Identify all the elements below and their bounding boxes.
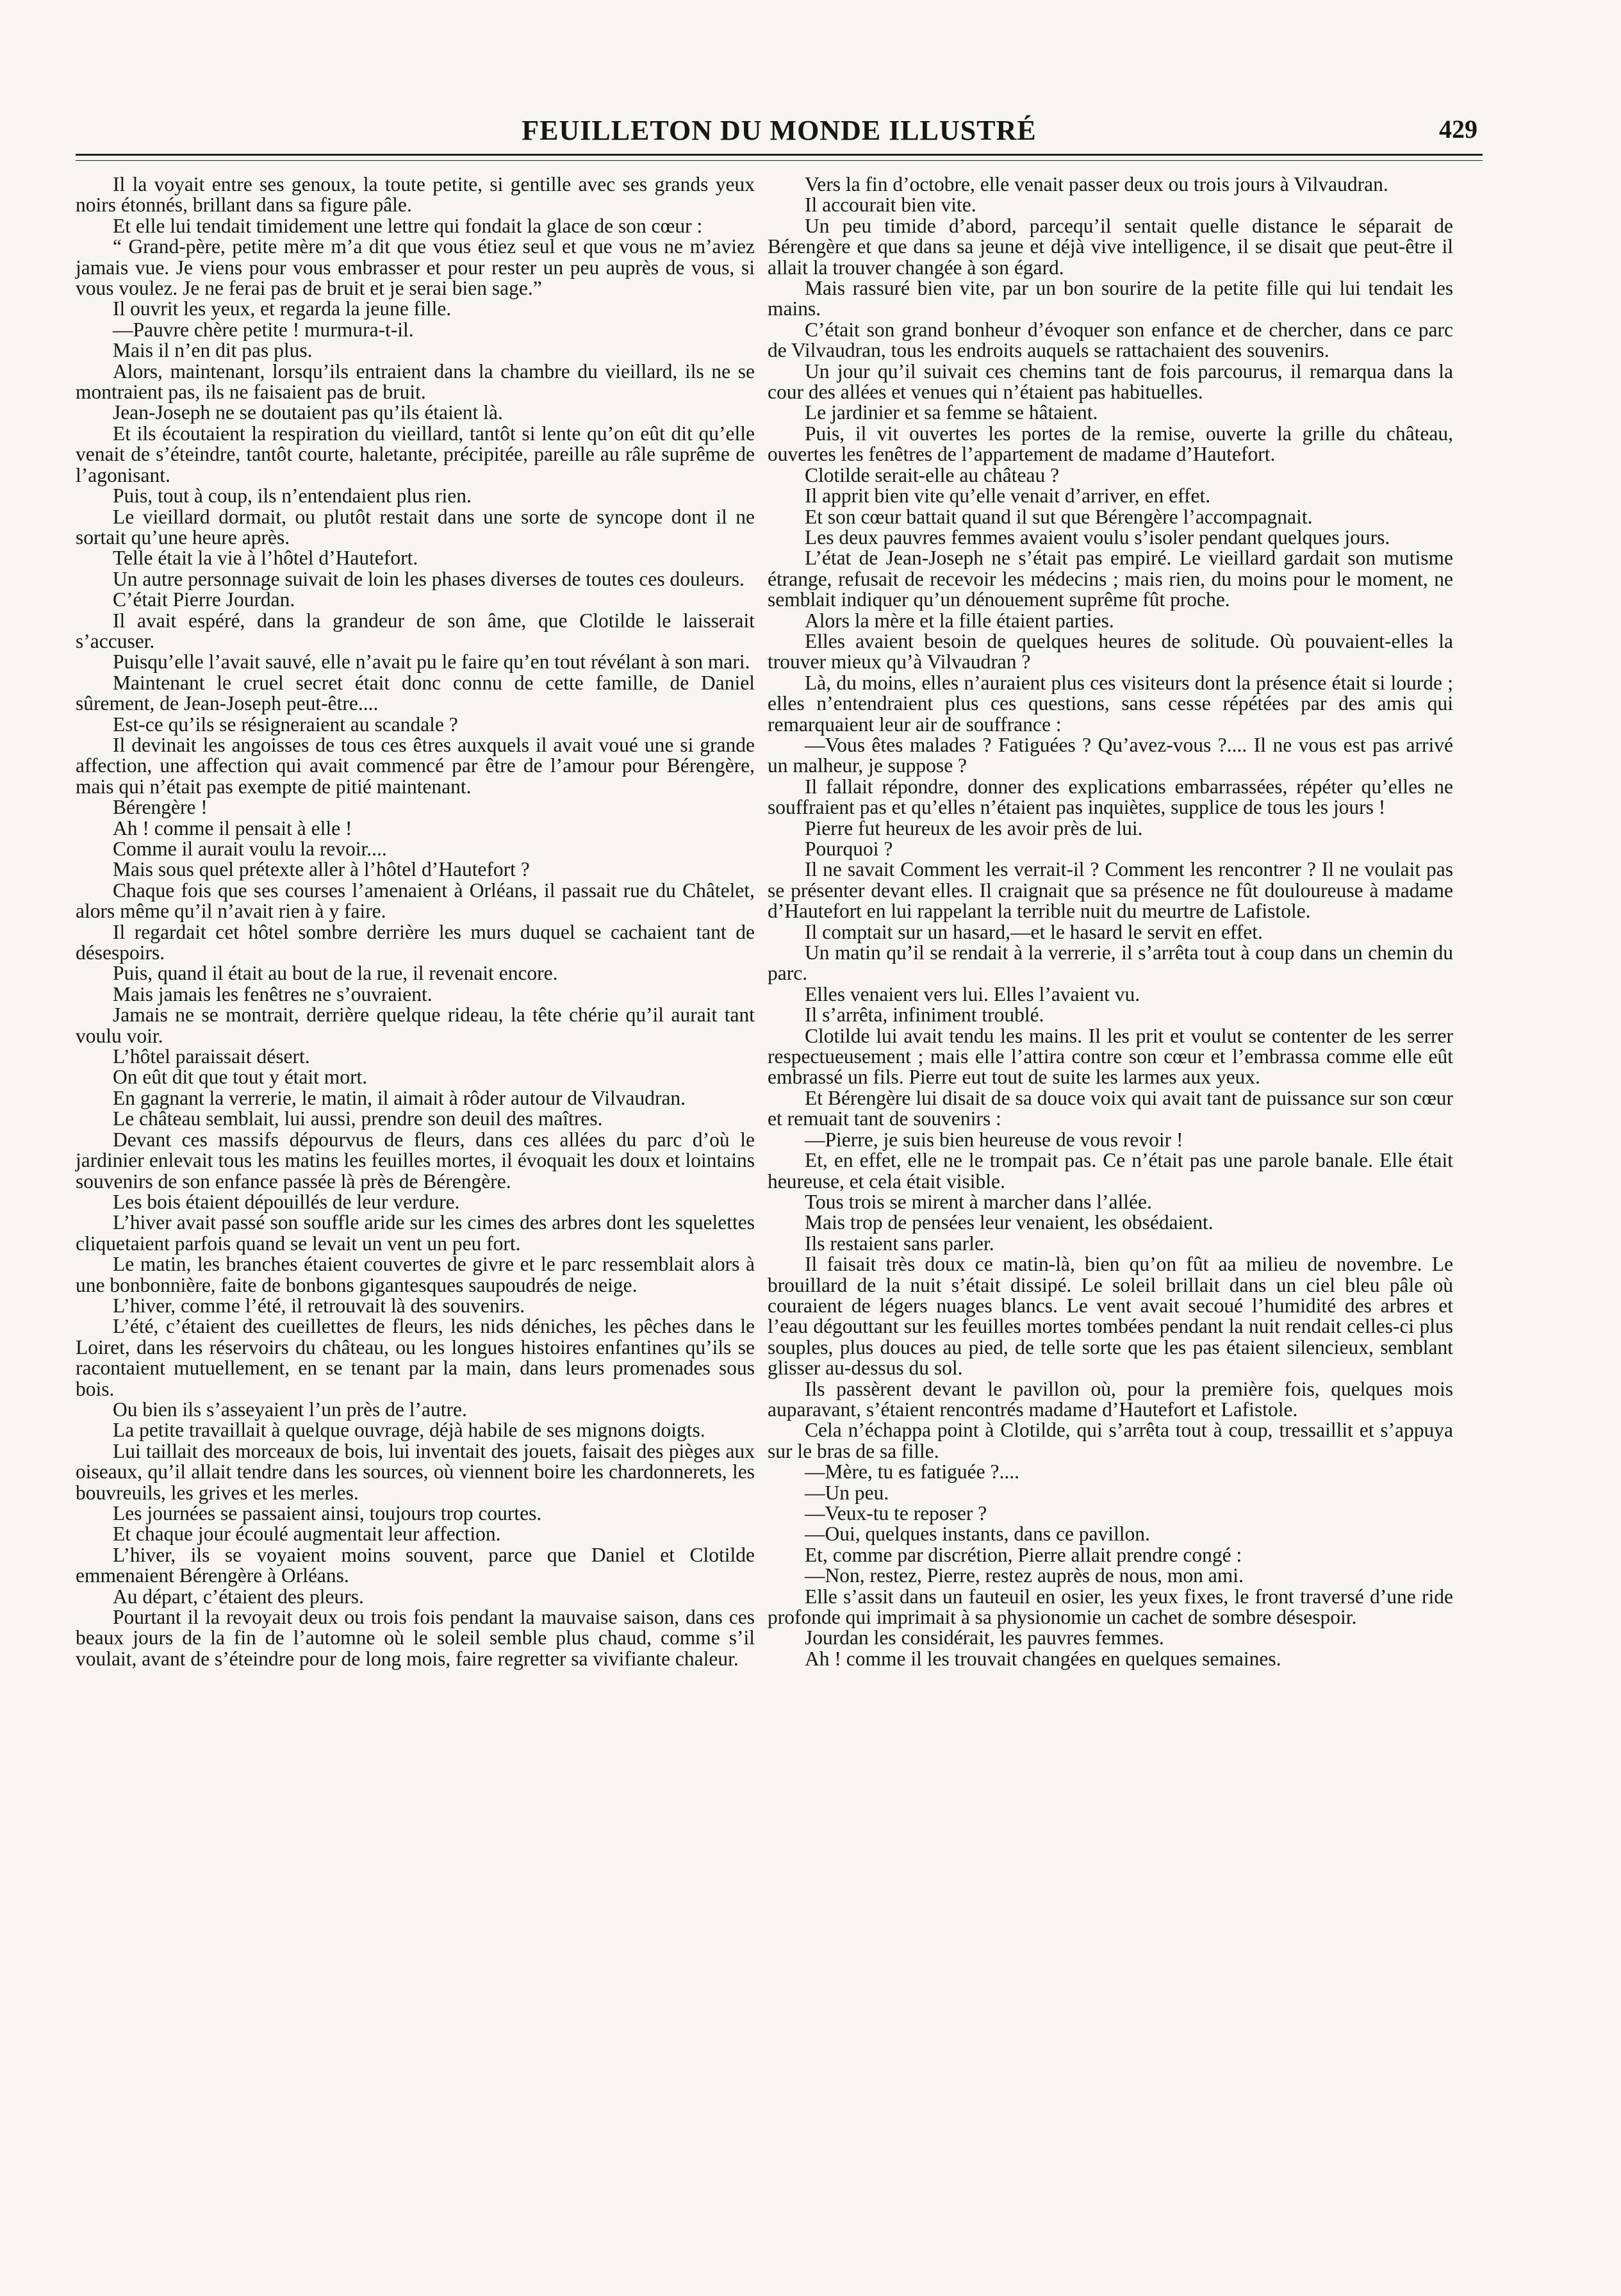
paragraph: Jean-Joseph ne se doutaient pas qu’ils étaient là. — [113, 401, 503, 424]
paragraph: Elles venaient vers lui. Elles l’avaient vu. — [805, 982, 1140, 1005]
paragraph: Mais trop de pensées leur venaient, les obsédaient. — [805, 1211, 1214, 1234]
paragraph: Puis, quand il était au bout de la rue, il revenait encore. — [113, 962, 558, 985]
paragraph: Pourquoi ? — [805, 838, 893, 860]
paragraph: Et elle lui tendait timidement une lettre qui fondait la glace de son cœur : — [113, 214, 703, 237]
paragraph: Il ne savait Comment les verrait-il ? Comment les rencontrer ? Il ne voulait pas se présenter devant elles. Il craignait que sa présence ne fût douloureuse à madame d’Hautefort en lui rappelant la terrible nuit du meurtre de Lafistole. — [768, 858, 1453, 923]
header-rule-thin — [76, 160, 1483, 161]
paragraph: —Un peu. — [805, 1481, 889, 1504]
paragraph: Un peu timide d’abord, parcequ’il sentait quelle distance le séparait de Bérengère et que dans sa jeune et déjà vive intelligence, il se disait que peut-être il allait la trouver changée à son égard. — [768, 214, 1453, 279]
paragraph: Ah ! comme il les trouvait changées en quelques semaines. — [805, 1647, 1281, 1670]
paragraph: Et son cœur battait quand il sut que Bérengère l’accompagnait. — [805, 505, 1313, 528]
paragraph: Il comptait sur un hasard,—et le hasard le servit en effet. — [805, 920, 1263, 943]
paragraph: —Veux-tu te reposer ? — [805, 1502, 987, 1524]
paragraph: En gagnant la verrerie, le matin, il aimait à rôder autour de Vilvaudran. — [113, 1086, 686, 1109]
paragraph: L’été, c’étaient des cueillettes de fleurs, les nids déniches, les pêches dans le Loiret, dans les réservoirs du château, ou les longues histoires enfantines qu’ils se racontaient mutuellement, en se tenant par la main, dans leurs promenades sous bois. — [76, 1315, 755, 1400]
paragraph: Tous trois se mirent à marcher dans l’allée. — [805, 1190, 1152, 1213]
paragraph: Il fallait répondre, donner des explications embarrassées, répéter qu’elles ne souffraient pas et qu’elles n’étaient pas inquiètes, supplice de tous les jours ! — [768, 775, 1453, 819]
paragraph: L’hôtel paraissait désert. — [113, 1045, 310, 1068]
paragraph: Pourtant il la revoyait deux ou trois fois pendant la mauvaise saison, dans ces beaux jours de la fin de l’automne où le soleil semble plus chaud, comme s’il voulait, avant de s’éteindre pour de long mois, faire regretter sa vivifiante chaleur. — [76, 1606, 755, 1670]
paragraph: Est-ce qu’ils se résigneraient au scandale ? — [113, 713, 458, 736]
paragraph: Il accourait bien vite. — [805, 194, 976, 217]
paragraph: Ah ! comme il pensait à elle ! — [113, 816, 352, 839]
page-number: 429 — [1439, 115, 1477, 144]
page-header — [76, 114, 1483, 159]
paragraph: Il s’arrêta, infiniment troublé. — [805, 1003, 1044, 1027]
paragraph: C’était son grand bonheur d’évoquer son enfance et de chercher, dans ce parc de Vilvaudran, tous les endroits auquels se rattachaient des souvenirs. — [768, 318, 1453, 362]
paragraph: L’hiver, ils se voyaient moins souvent, parce que Daniel et Clotilde emmenaient Bérengère à Orléans. — [76, 1543, 755, 1587]
paragraph: Clotilde serait-elle au château ? — [805, 463, 1060, 486]
paragraph: L’hiver avait passé son souffle aride sur les cimes des arbres dont les squelettes cliquetaient parfois quand se levait un vent un peu fort. — [76, 1211, 755, 1255]
paragraph: Il faisait très doux ce matin-là, bien qu’on fût aa milieu de novembre. Le brouillard de la nuit s’était dissipé. Le soleil brillait dans un ciel bleu pâle où couraient de légers nuages blancs. Le vent avait secoué l’humidité des arbres et l’eau dégouttant sur les feuilles mortes tombées pendant la nuit rendait celles-ci plus souples, plus douces au pied, de telle sorte que les pas étaient silencieux, semblant glisser au-dessus du sol. — [768, 1253, 1453, 1380]
paragraph: Il ouvrit les yeux, et regarda la jeune fille. — [113, 297, 452, 320]
paragraph: Et, en effet, elle ne le trompait pas. Ce n’était pas une parole banale. Elle était heureuse, et cela était visible. — [768, 1149, 1453, 1193]
paragraph: L’hiver, comme l’été, il retrouvait là des souvenirs. — [113, 1294, 525, 1317]
paragraph: —Non, restez, Pierre, restez auprès de nous, mon ami. — [805, 1564, 1244, 1587]
header-rule-thick — [76, 154, 1483, 156]
paragraph: Ou bien ils s’asseyaient l’un près de l’autre. — [113, 1398, 467, 1421]
paragraph: Cela n’échappa point à Clotilde, qui s’arrêta tout à coup, tressaillit et s’appuya sur le bras de sa fille. — [768, 1419, 1453, 1462]
paragraph: Ils restaient sans parler. — [805, 1232, 994, 1255]
paragraph: La petite travaillait à quelque ouvrage, déjà habile de ses mignons doigts. — [113, 1419, 705, 1442]
paragraph: Un autre personnage suivait de loin les phases diverses de toutes ces douleurs. — [113, 567, 745, 590]
paragraph: Un matin qu’il se rendait à la verrerie, il s’arrêta tout à coup dans un chemin du parc. — [768, 941, 1453, 985]
paragraph: Jamais ne se montrait, derrière quelque rideau, la tête chérie qu’il aurait tant voulu voir. — [76, 1003, 755, 1047]
paragraph: Vers la fin d’octobre, elle venait passer deux ou trois jours à Vilvaudran. — [805, 173, 1388, 195]
paragraph: Le jardinier et sa femme se hâtaient. — [805, 401, 1098, 424]
paragraph: L’état de Jean-Joseph ne s’était pas empiré. Le vieillard gardait son mutisme étrange, refusait de recevoir les médecins ; mais rien, du moins pour le moment, ne semblait indiquer qu’un dénouement suprême fût proche. — [768, 547, 1453, 611]
paragraph: Jourdan les considérait, les pauvres femmes. — [805, 1626, 1164, 1649]
paragraph: Et ils écoutaient la respiration du vieillard, tantôt si lente qu’on eût dit qu’elle venait de s’éteindre, tantôt courte, haletante, précipitée, pareille au râle suprême de l’agonisant. — [76, 422, 755, 486]
paragraph: Mais il n’en dit pas plus. — [113, 339, 313, 362]
paragraph: Un jour qu’il suivait ces chemins tant de fois parcourus, il remarqua dans la cour des allées et venues qui n’étaient pas habituelles. — [768, 359, 1453, 404]
paragraph: —Pauvre chère petite ! murmura-t-il. — [113, 318, 414, 341]
paragraph: Comme il aurait voulu la revoir.... — [113, 838, 387, 860]
text-column-left — [76, 174, 755, 1669]
paragraph: Au départ, c’étaient des pleurs. — [113, 1585, 364, 1608]
paragraph: Alors, maintenant, lorsqu’ils entraient dans la chambre du vieillard, ils ne se montraient pas, ils ne faisaient pas de bruit. — [76, 359, 755, 404]
paragraph: Elle s’assit dans un fauteuil en osier, les yeux fixes, le front traversé d’une ride profonde qui imprimait à sa physionomie un cachet de sombre désespoir. — [768, 1585, 1453, 1629]
paragraph: Les bois étaient dépouillés de leur verdure. — [113, 1190, 460, 1213]
paragraph: Puisqu’elle l’avait sauvé, elle n’avait pu le faire qu’en tout révélant à son mari. — [113, 650, 750, 673]
paragraph: Là, du moins, elles n’auraient plus ces visiteurs dont la présence était si lourde ; elles n’entendraient plus ces questions, sans cesse répétées par des amis qui remarquaient leur air de souffrance : — [768, 671, 1453, 736]
paragraph: Mais jamais les fenêtres ne s’ouvraient. — [113, 982, 432, 1005]
paragraph: “ Grand-père, petite mère m’a dit que vous étiez seul et que vous ne m’aviez jamais vue. Je viens pour vous embrasser et pour rester un peu auprès de vous, si vous voulez. Je ne ferai pas de bruit et je serai bien sage.” — [76, 235, 755, 300]
paragraph: Devant ces massifs dépourvus de fleurs, dans ces allées du parc d’où le jardinier enlevait tous les matins les feuilles mortes, il évoquait les doux et lointains souvenirs de son enfance passée là près de Bérengère. — [76, 1128, 755, 1193]
paragraph: Il avait espéré, dans la grandeur de son âme, que Clotilde le laisserait s’accuser. — [76, 609, 755, 652]
paragraph: On eût dit que tout y était mort. — [113, 1066, 368, 1089]
paragraph: Il regardait cet hôtel sombre derrière les murs duquel se cachaient tant de désespoirs. — [76, 920, 755, 964]
paragraph: —Pierre, je suis bien heureuse de vous revoir ! — [805, 1128, 1183, 1151]
paragraph: Maintenant le cruel secret était donc connu de cette famille, de Daniel sûrement, de Jean-Joseph peut-être.... — [76, 671, 755, 715]
paragraph: Puis, tout à coup, ils n’entendaient plus rien. — [113, 484, 472, 508]
running-title: FEUILLETON DU MONDE ILLUSTRÉ — [522, 115, 1037, 146]
paragraph: Il apprit bien vite qu’elle venait d’arriver, en effet. — [805, 484, 1211, 508]
paragraph: Il devinait les angoisses de tous ces êtres auxquels il avait voué une si grande affection, une affection qui avait commencé par être de l’amour pour Bérengère, mais qui n’était pas exempte de pitié maintenant. — [76, 733, 755, 798]
paragraph: —Vous êtes malades ? Fatiguées ? Qu’avez-vous ?.... Il ne vous est pas arrivé un malheur, je suppose ? — [768, 733, 1453, 777]
paragraph: Les journées se passaient ainsi, toujours trop courtes. — [113, 1502, 542, 1524]
paragraph: Telle était la vie à l’hôtel d’Hautefort. — [113, 547, 418, 570]
paragraph: Elles avaient besoin de quelques heures de solitude. Où pouvaient-elles la trouver mieux qu’à Vilvaudran ? — [768, 629, 1453, 673]
paragraph: Les deux pauvres femmes avaient voulu s’isoler pendant quelques jours. — [805, 525, 1390, 549]
paragraph: Le château semblait, lui aussi, prendre son deuil des maîtres. — [113, 1107, 603, 1130]
paragraph: Le vieillard dormait, ou plutôt restait dans une sorte de syncope dont il ne sortait qu’une heure après. — [76, 505, 755, 549]
paragraph: Et Bérengère lui disait de sa douce voix qui avait tant de puissance sur son cœur et remuait tant de souvenirs : — [768, 1086, 1453, 1130]
paragraph: Pierre fut heureux de les avoir près de lui. — [805, 816, 1143, 839]
text-column-right — [768, 174, 1453, 1669]
paragraph: Alors la mère et la fille étaient parties. — [805, 609, 1114, 632]
paragraph: Lui taillait des morceaux de bois, lui inventait des jouets, faisait des pièges aux oiseaux, qu’il allait tendre dans les sources, où viennent boire les chardonnerets, les bouvreuils, les grives et les merles. — [76, 1439, 755, 1504]
paragraph: Et, comme par discrétion, Pierre allait prendre congé : — [805, 1543, 1242, 1566]
paragraph: Mais sous quel prétexte aller à l’hôtel d’Hautefort ? — [113, 858, 530, 881]
paragraph: Ils passèrent devant le pavillon où, pour la première fois, quelques mois auparavant, s’étaient rencontrés madame d’Hautefort et Lafistole. — [768, 1377, 1453, 1421]
paragraph: C’était Pierre Jourdan. — [113, 588, 295, 611]
paragraph: Clotilde lui avait tendu les mains. Il les prit et voulut se contenter de les serrer respectueusement ; mais elle l’attira contre son cœur et l’embrassa comme elle eût embrassé un fils. Pierre eut tout de suite les larmes aux yeux. — [768, 1024, 1453, 1089]
paragraph: Bérengère ! — [113, 796, 208, 819]
paragraph: Et chaque jour écoulé augmentait leur affection. — [113, 1523, 501, 1546]
paragraph: Le matin, les branches étaient couvertes de givre et le parc ressemblait alors à une bonbonnière, faite de bonbons gigantesques saupoudrés de neige. — [76, 1253, 755, 1296]
paragraph: Chaque fois que ses courses l’amenaient à Orléans, il passait rue du Châtelet, alors même qu’il n’avait rien à y faire. — [76, 879, 755, 923]
paragraph: Puis, il vit ouvertes les portes de la remise, ouverte la grille du château, ouvertes les fenêtres de l’appartement de madame d’Hautefort. — [768, 422, 1453, 466]
paragraph: —Oui, quelques instants, dans ce pavillon. — [805, 1523, 1150, 1546]
paragraph: Il la voyait entre ses genoux, la toute petite, si gentille avec ses grands yeux noirs étonnés, brillant dans sa figure pâle. — [76, 173, 755, 217]
paragraph: Mais rassuré bien vite, par un bon sourire de la petite fille qui lui tendait les mains. — [768, 277, 1453, 320]
paragraph: —Mère, tu es fatiguée ?.... — [805, 1460, 1019, 1483]
